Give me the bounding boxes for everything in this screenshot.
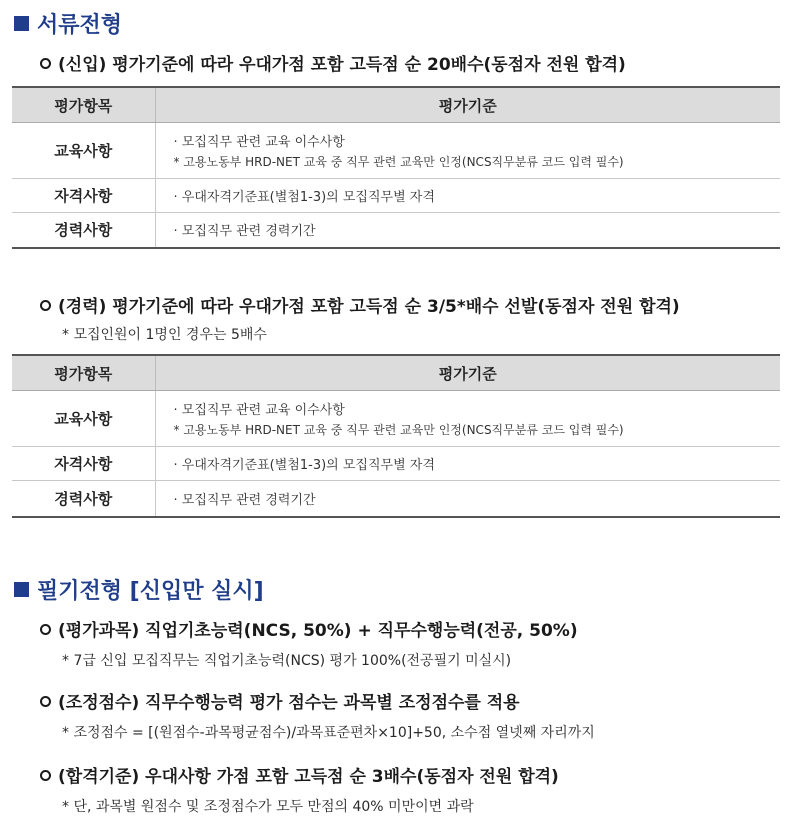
square-bullet-icon xyxy=(14,582,29,597)
section-title-document-screening: 서류전형 xyxy=(14,8,122,39)
row-criteria: · 모집직무 관련 경력기간 xyxy=(155,213,780,248)
table-row xyxy=(12,179,780,213)
adjusted-score-heading: (조정점수) 직무수행능력 평가 점수는 과목별 조정점수를 적용 xyxy=(40,688,520,713)
circle-bullet-icon xyxy=(40,58,51,69)
column-header-criteria: 평가기준 xyxy=(155,87,780,123)
experienced-note: * 모집인원이 1명인 경우는 5배수 xyxy=(62,327,267,343)
row-item-label: 자격사항 xyxy=(12,179,155,213)
exam-subject-note: * 7급 신입 모집직무는 직업기초능력(NCS) 평가 100%(전공필기 미실시) xyxy=(62,653,512,669)
table-row xyxy=(12,123,780,179)
section-title-written-exam: 필기전형 [신입만 실시] xyxy=(14,574,264,605)
table-row xyxy=(12,447,780,481)
table-row xyxy=(12,481,780,517)
exam-subject-heading: (평가과목) 직업기초능력(NCS, 50%) + 직무수행능력(전공, 50%) xyxy=(40,616,578,641)
circle-bullet-icon xyxy=(40,696,51,707)
table-row xyxy=(12,213,780,248)
new-hire-heading: (신입) 평가기준에 따라 우대가점 포함 고득점 순 20배수(동점자 전원 합격) xyxy=(40,50,626,75)
row-criteria: · 모집직무 관련 교육 이수사항 * 고용노동부 HRD-NET 교육 중 직무 관련 교육만 인정(NCS직무분류 코드 입력 필수) xyxy=(155,123,780,179)
row-item-label: 경력사항 xyxy=(12,481,155,517)
column-header-item: 평가항목 xyxy=(12,355,155,391)
row-criteria: · 모집직무 관련 경력기간 xyxy=(155,481,780,517)
row-criteria: · 우대자격기준표(별첨1-3)의 모집직무별 자격 xyxy=(155,179,780,213)
row-item-label: 교육사항 xyxy=(12,391,155,447)
criteria-table-new xyxy=(12,86,780,249)
row-criteria: · 우대자격기준표(별첨1-3)의 모집직무별 자격 xyxy=(155,447,780,481)
row-item-label: 자격사항 xyxy=(12,447,155,481)
pass-criteria-heading: (합격기준) 우대사항 가점 포함 고득점 순 3배수(동점자 전원 합격) xyxy=(40,762,559,787)
row-criteria: · 모집직무 관련 교육 이수사항 * 고용노동부 HRD-NET 교육 중 직무 관련 교육만 인정(NCS직무분류 코드 입력 필수) xyxy=(155,391,780,447)
circle-bullet-icon xyxy=(40,624,51,635)
experienced-heading: (경력) 평가기준에 따라 우대가점 포함 고득점 순 3/5*배수 선발(동점자 전원 합격) xyxy=(40,292,680,317)
circle-bullet-icon xyxy=(40,300,51,311)
column-header-criteria: 평가기준 xyxy=(155,355,780,391)
column-header-item: 평가항목 xyxy=(12,87,155,123)
circle-bullet-icon xyxy=(40,770,51,781)
row-item-label: 교육사항 xyxy=(12,123,155,179)
pass-criteria-note: * 단, 과목별 원점수 및 조정점수가 모두 만점의 40% 미만이면 과락 xyxy=(62,799,474,815)
square-bullet-icon xyxy=(14,16,29,31)
criteria-table-experienced xyxy=(12,354,780,518)
table-row xyxy=(12,391,780,447)
adjusted-score-note: * 조정점수 = [(원점수-과목평균점수)/과목표준편차×10]+50, 소수점 열넷째 자리까지 xyxy=(62,725,595,741)
row-item-label: 경력사항 xyxy=(12,213,155,248)
